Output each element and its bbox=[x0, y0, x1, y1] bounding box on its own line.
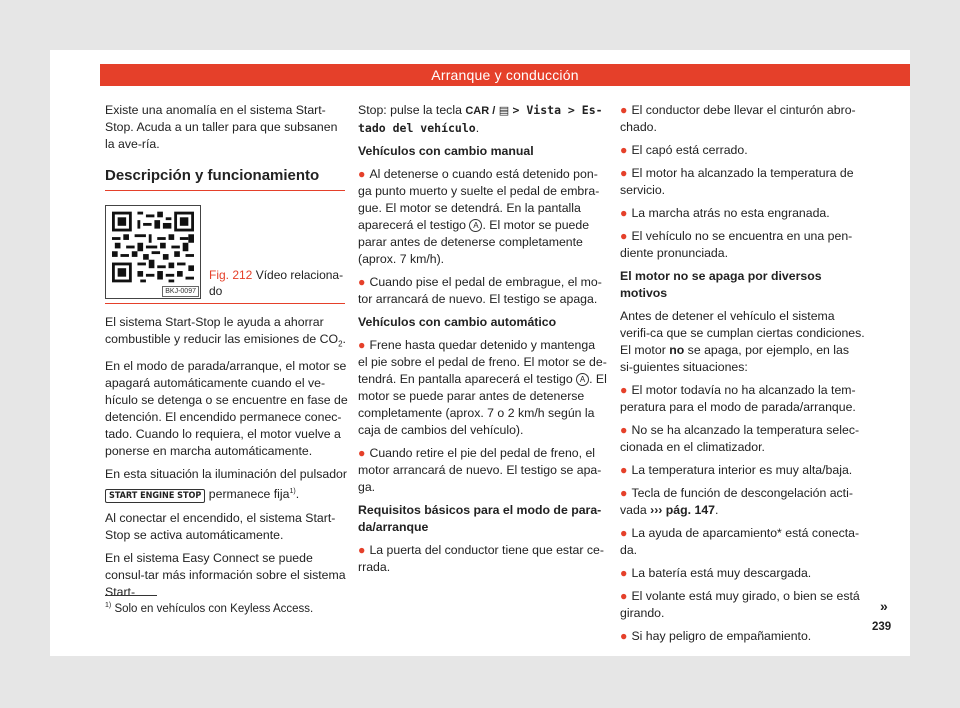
bullet-icon: ● bbox=[358, 275, 366, 289]
column-left bbox=[105, 102, 350, 607]
bullet-icon: ● bbox=[620, 463, 628, 477]
text: La marcha atrás no esta engranada. bbox=[631, 206, 830, 220]
qr-code-icon bbox=[112, 211, 194, 283]
list-item bbox=[358, 445, 608, 496]
paragraph: En el modo de parada/arranque, el motor se apagará automáticamente cuando el ve-hículo se detenga o se encuentre en fase de detención. El encendido permanece conec-tado. Cuando lo requiera, el motor vuelve a ponerse en marcha automáticamente. bbox=[105, 359, 348, 459]
list-item bbox=[620, 485, 865, 519]
footnote bbox=[105, 602, 313, 615]
footnote-ref: 1) bbox=[289, 488, 296, 496]
list-item bbox=[620, 588, 865, 622]
text: . El motor se puede parar antes de detenerse completamente (aprox. 7 o 2 km/h según la caja de cambios del vehículo). bbox=[358, 372, 607, 437]
column-middle bbox=[358, 102, 608, 582]
column-right bbox=[620, 102, 865, 651]
text: El conductor debe llevar el cinturón abro-chado. bbox=[620, 103, 856, 134]
bullet-icon: ● bbox=[620, 423, 628, 437]
list-item bbox=[620, 525, 865, 559]
bullet-icon: ● bbox=[358, 543, 366, 557]
paragraph bbox=[620, 308, 865, 376]
list-item bbox=[620, 142, 865, 159]
text: En esta situación la iluminación del pulsador bbox=[105, 467, 347, 482]
text: Si hay peligro de empañamiento. bbox=[631, 629, 812, 643]
list-item bbox=[358, 166, 608, 268]
list-item bbox=[620, 205, 865, 222]
paragraph bbox=[105, 466, 350, 503]
bullet-icon: ● bbox=[358, 338, 366, 352]
list-item bbox=[358, 337, 608, 439]
continued-icon: » bbox=[880, 598, 888, 614]
bullet-icon: ● bbox=[358, 167, 366, 181]
bullet-icon: ● bbox=[358, 446, 366, 460]
text: El vehículo no se encuentra en una pen-diente pronunciada. bbox=[620, 229, 853, 260]
text: se apaga, por ejemplo, en las si-guientes situaciones: bbox=[620, 343, 850, 374]
start-stop-warning-icon: A bbox=[469, 219, 482, 232]
paragraph bbox=[105, 314, 350, 352]
text: Frene hasta quedar detenido y mantenga el pie sobre el pedal de freno. El motor se de-tendrá. En pantalla aparecerá el testigo bbox=[358, 338, 607, 386]
paragraph: En el sistema Easy Connect se puede consul-tar más información sobre el sistema Start- bbox=[105, 550, 346, 599]
subheading: Vehículos con cambio automático bbox=[358, 315, 557, 329]
conditions-list-continued bbox=[620, 525, 865, 645]
figure-212 bbox=[105, 199, 345, 304]
qr-code-image[interactable] bbox=[105, 205, 201, 299]
section-title: Descripción y funcionamiento bbox=[105, 167, 345, 191]
menu-path: > Vista > Es-tado del vehículo bbox=[358, 103, 603, 135]
bullet-icon: ● bbox=[620, 629, 628, 643]
footnote-mark: 1) bbox=[105, 602, 112, 609]
figure-label: Fig. 212 bbox=[209, 268, 253, 282]
list-item bbox=[358, 542, 608, 576]
list-item bbox=[358, 274, 608, 308]
text: La ayuda de aparcamiento* está conecta-da. bbox=[620, 526, 860, 557]
text: Tecla de función de descongelación acti-vada bbox=[620, 486, 853, 517]
paragraph bbox=[358, 102, 608, 137]
list-item bbox=[620, 165, 865, 199]
text: permanece fija bbox=[208, 487, 290, 502]
bullet-icon: ● bbox=[620, 486, 628, 500]
list-item bbox=[620, 102, 865, 136]
start-stop-warning-icon: A bbox=[576, 373, 589, 386]
text: El capó está cerrado. bbox=[631, 143, 748, 157]
bullet-icon: ● bbox=[620, 229, 628, 243]
page-reference-link[interactable]: ››› pág. 147 bbox=[650, 503, 716, 517]
text: No se ha alcanzado la temperatura selec-cionada en el climatizador. bbox=[620, 423, 860, 454]
figure-caption bbox=[209, 267, 345, 299]
text: . bbox=[342, 332, 346, 346]
text: . El motor se puede parar antes de detenerse completamente (aprox. 7 km/h). bbox=[358, 218, 590, 266]
text-bold: no bbox=[669, 343, 685, 357]
requirements-list bbox=[620, 102, 865, 262]
subheading: Vehículos con cambio manual bbox=[358, 144, 534, 158]
text: Stop: pulse la tecla bbox=[358, 103, 462, 117]
text: La puerta del conductor tiene que estar ce-rrada. bbox=[358, 543, 604, 574]
bullet-icon: ● bbox=[620, 589, 628, 603]
chapter-header: Arranque y conducción bbox=[100, 64, 910, 86]
car-key: CAR / bbox=[465, 105, 496, 117]
bullet-icon: ● bbox=[620, 103, 628, 117]
footnote-text: Solo en vehículos con Keyless Access. bbox=[114, 602, 314, 615]
page-number: 239 bbox=[872, 621, 892, 633]
list-item bbox=[620, 422, 865, 456]
text: . bbox=[715, 503, 719, 517]
list-item bbox=[620, 462, 865, 479]
text: Cuando retire el pie del pedal de freno, el motor arrancará de nuevo. El testigo se apa-ga. bbox=[358, 446, 602, 494]
text: La temperatura interior es muy alta/baja. bbox=[631, 463, 853, 477]
text: El volante está muy girado, o bien se está girando. bbox=[620, 589, 860, 620]
paragraph: Al conectar el encendido, el sistema Start-Stop se activa automáticamente. bbox=[105, 510, 336, 542]
bullet-icon: ● bbox=[620, 206, 628, 220]
bullet-icon: ● bbox=[620, 143, 628, 157]
text: Al detenerse o cuando está detenido pon-ga punto muerto y suelte el pedal de embra-gue. El motor se detendrá. En la pantalla aparecerá el testigo bbox=[358, 167, 600, 232]
text: . bbox=[295, 487, 300, 502]
car-menu-icon: ▤ bbox=[498, 105, 510, 117]
figure-code: BKJ-0097 bbox=[162, 286, 199, 297]
list-item bbox=[620, 628, 865, 645]
bullet-icon: ● bbox=[620, 566, 628, 580]
list-item bbox=[620, 228, 865, 262]
list-item bbox=[620, 382, 865, 416]
list-item bbox=[620, 565, 865, 582]
conditions-list bbox=[620, 382, 865, 479]
start-engine-stop-key: START ENGINE STOP bbox=[105, 489, 205, 503]
text: La batería está muy descargada. bbox=[631, 566, 812, 580]
manual-page bbox=[50, 50, 910, 656]
text: Cuando pise el pedal de embrague, el mo-tor arrancará de nuevo. El testigo se apaga. bbox=[358, 275, 602, 306]
subheading: El motor no se apaga por diversos motivos bbox=[620, 269, 822, 300]
bullet-icon: ● bbox=[620, 383, 628, 397]
text: El sistema Start-Stop le ayuda a ahorrar combustible y reducir las emisiones de CO bbox=[105, 315, 339, 346]
text: . bbox=[475, 121, 480, 135]
paragraph: Existe una anomalía en el sistema Start-Stop. Acuda a un taller para que subsanen la ave-ría. bbox=[105, 103, 338, 151]
text: El motor ha alcanzado la temperatura de servicio. bbox=[620, 166, 854, 197]
subscript: 2 bbox=[338, 339, 343, 349]
footnote-divider bbox=[105, 595, 157, 596]
text: El motor todavía no ha alcanzado la tem-peratura para el modo de parada/arranque. bbox=[620, 383, 856, 414]
figure-text: Vídeo relaciona-do bbox=[209, 268, 344, 298]
subheading: Requisitos básicos para el modo de para-da/arranque bbox=[358, 503, 602, 534]
bullet-icon: ● bbox=[620, 166, 628, 180]
bullet-icon: ● bbox=[620, 526, 628, 540]
text: Antes de detener el vehículo el sistema verifi-ca que se cumplan ciertas condiciones. El motor bbox=[620, 309, 865, 357]
